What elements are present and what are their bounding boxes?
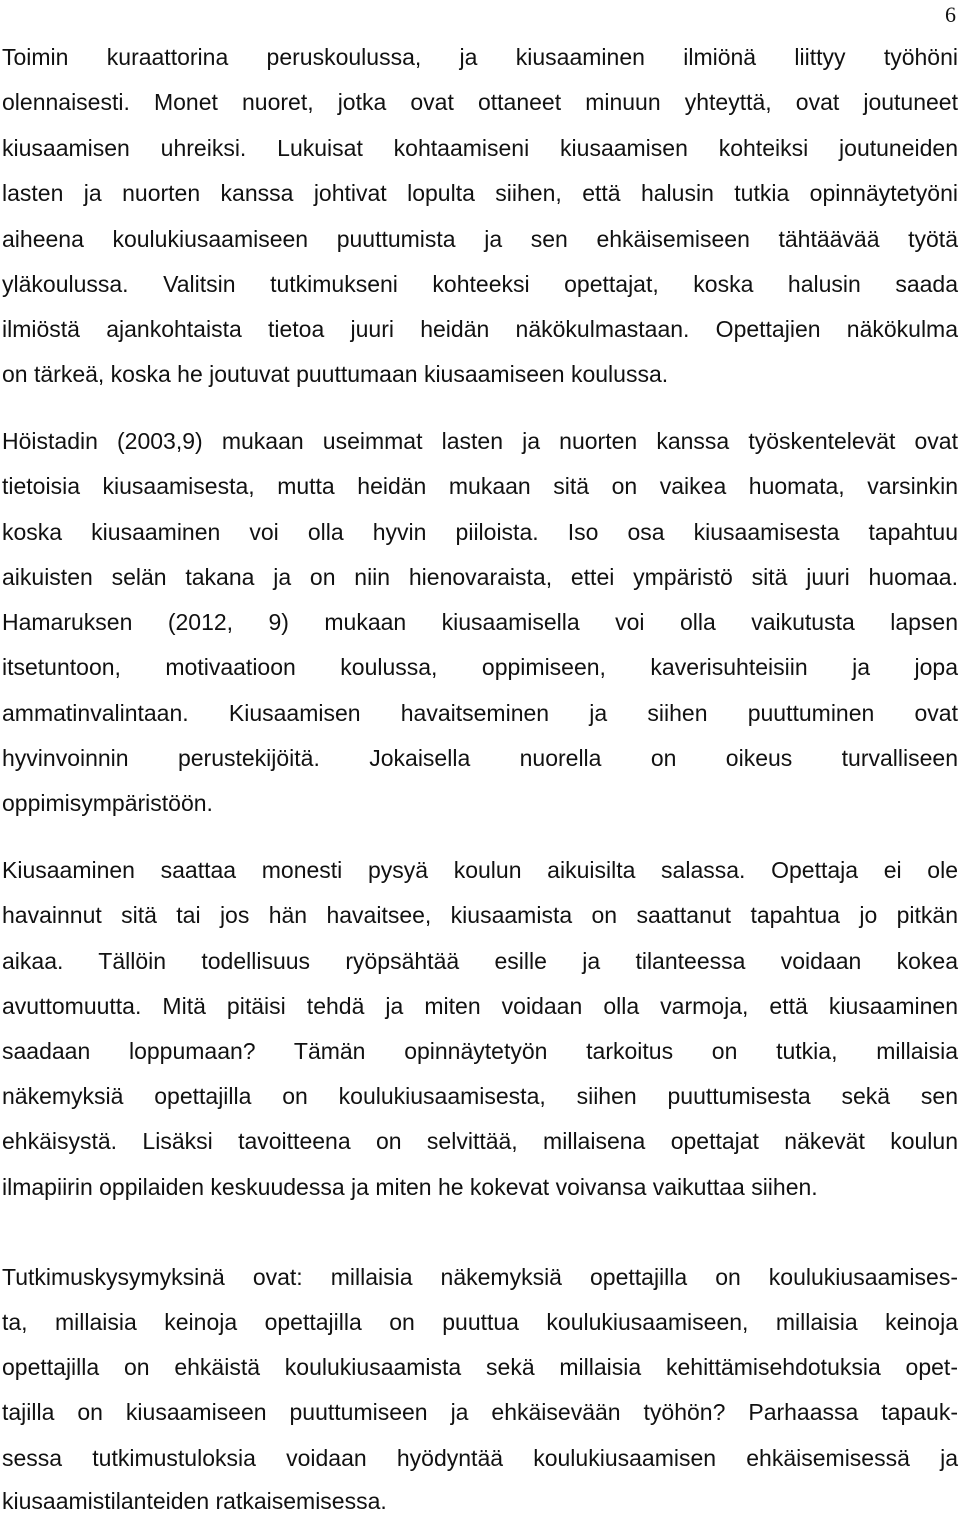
text-line: opettajilla on ehkäistä koulukiusaamista sekä millaisia kehittämisehdotuksia opet- [2,1354,958,1380]
text-line: koska kiusaaminen voi olla hyvin piiloista. Iso osa kiusaamisesta tapahtuu [2,519,958,545]
text-line: aikuisten selän takana ja on niin hienovaraista, ettei ympäristö sitä juuri huomaa. [2,564,958,590]
text-line: havainnut sitä tai jos hän havaitsee, kiusaamista on saattanut tapahtua jo pitkän [2,902,958,928]
text-line: Toimin kuraattorina peruskoulussa, ja kiusaaminen ilmiönä liittyy työhöni [2,44,958,70]
text-line: on tärkeä, koska he joutuvat puuttumaan kiusaamiseen koulussa. [2,361,669,387]
text-line: Kiusaaminen saattaa monesti pysyä koulun aikuisilta salassa. Opettaja ei ole [2,857,958,883]
text-line: ammatinvalintaan. Kiusaamisen havaitseminen ja siihen puuttuminen ovat [2,700,958,726]
text-line: hyvinvoinnin perustekijöitä. Jokaisella nuorella on oikeus turvalliseen [2,745,958,771]
text-line: ilmiöstä ajankohtaista tietoa juuri heidän näkökulmastaan. Opettajien näkökulma [2,316,958,342]
text-line: aiheena koulukiusaamiseen puuttumista ja sen ehkäisemiseen tähtäävää työtä [2,226,958,252]
text-line: yläkoulussa. Valitsin tutkimukseni kohteeksi opettajat, koska halusin saada [2,271,958,297]
text-line: Hamaruksen (2012, 9) mukaan kiusaamisella voi olla vaikutusta lapsen [2,609,958,635]
text-line: kiusaamisen uhreiksi. Lukuisat kohtaamiseni kiusaamisen kohteiksi joutuneiden [2,135,958,161]
text-line: avuttomuutta. Mitä pitäisi tehdä ja miten voidaan olla varmoja, että kiusaaminen [2,993,958,1019]
text-line: näkemyksiä opettajilla on koulukiusaamisesta, siihen puuttumisesta sekä sen [2,1083,958,1109]
text-line: sessa tutkimustuloksia voidaan hyödyntää koulukiusaamisen ehkäisemisessä ja [2,1445,958,1471]
text-line: tajilla on kiusaamiseen puuttumiseen ja ehkäisevään työhön? Parhaassa tapauk- [2,1399,958,1425]
text-line: lasten ja nuorten kanssa johtivat lopulta siihen, että halusin tutkia opinnäytetyöni [2,180,958,206]
text-line: ta, millaisia keinoja opettajilla on puuttua koulukiusaamiseen, millaisia keinoja [2,1309,958,1335]
text-line: tietoisia kiusaamisesta, mutta heidän mukaan sitä on vaikea huomata, varsinkin [2,473,958,499]
text-line: kiusaamistilanteiden ratkaisemisessa. [2,1488,387,1514]
text-line: olennaisesti. Monet nuoret, jotka ovat ottaneet minuun yhteyttä, ovat joutuneet [2,89,958,115]
text-line: ehkäisystä. Lisäksi tavoitteena on selvittää, millaisena opettajat näkevät koulun [2,1128,958,1154]
text-line: Tutkimuskysymyksinä ovat: millaisia näkemyksiä opettajilla on koulukiusaamises- [2,1264,958,1290]
page-number: 6 [945,2,956,27]
text-line: ilmapiirin oppilaiden keskuudessa ja miten he kokevat voivansa vaikuttaa siihen. [2,1174,818,1200]
text-line: aikaa. Tällöin todellisuus ryöpsähtää esille ja tilanteessa voidaan kokea [2,948,958,974]
text-line: oppimisympäristöön. [2,790,213,816]
text-line: saadaan loppumaan? Tämän opinnäytetyön tarkoitus on tutkia, millaisia [2,1038,958,1064]
text-line: itsetuntoon, motivaatioon koulussa, oppimiseen, kaverisuhteisiin ja jopa [2,654,958,680]
text-line: Höistadin (2003,9) mukaan useimmat lasten ja nuorten kanssa työskentelevät ovat [2,428,958,454]
